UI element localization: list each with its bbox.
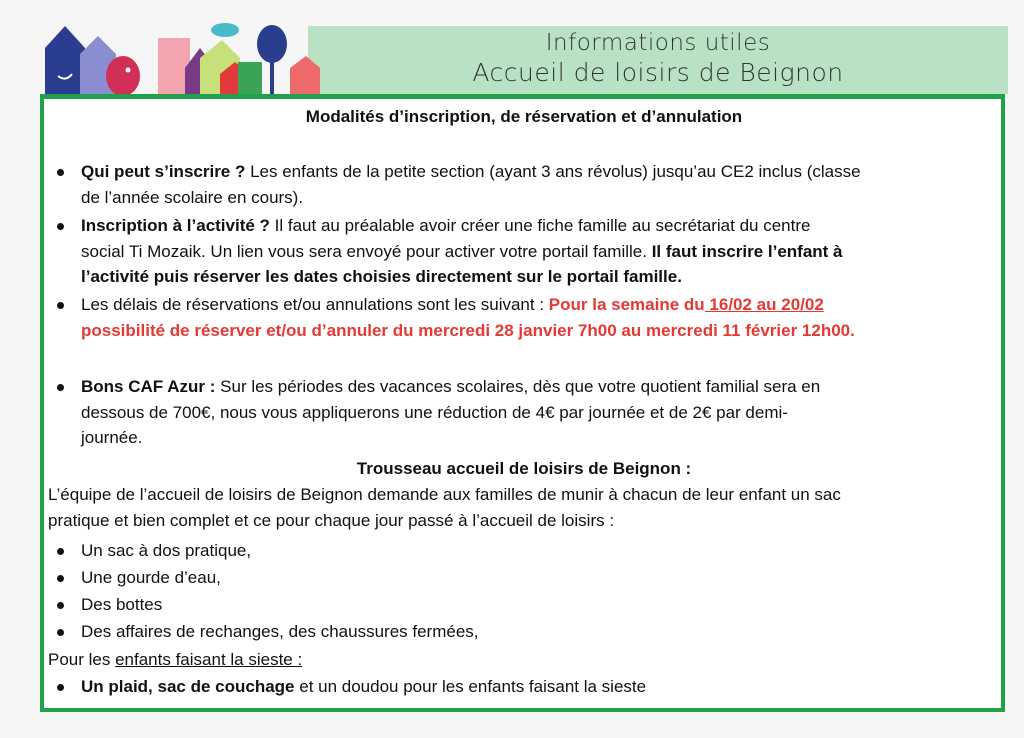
list-item-text: Un sac à dos pratique, bbox=[81, 541, 252, 560]
text-caf-2: dessous de 700€, nous vous appliquerons une réduction de 4€ par journée et de 2€ par demi- bbox=[81, 402, 788, 422]
list-item-delais bbox=[81, 292, 1006, 343]
red-delais-2: possibilité de réserver et/ou d’annuler du mercredi 28 janvier 7h00 au mercredi 11 février 12h00. bbox=[81, 320, 855, 340]
list-item bbox=[81, 565, 1006, 591]
bold-inscription-2: Il faut inscrire l’enfant à bbox=[651, 241, 843, 261]
sieste-prefix: Pour les bbox=[48, 650, 116, 669]
list-item-text: Des bottes bbox=[81, 595, 163, 614]
label-caf: Bons CAF Azur : bbox=[81, 377, 216, 396]
bullet-dot-icon bbox=[57, 684, 64, 691]
title-line-2: Accueil de loisirs de Beignon bbox=[472, 58, 844, 87]
bullet-dot-icon bbox=[57, 223, 64, 230]
red-delais-1a: Pour la semaine du bbox=[548, 295, 705, 314]
label-inscription: Inscription à l’activité ? bbox=[81, 216, 270, 235]
list-item-sieste bbox=[81, 674, 1006, 700]
bullet-dot-icon bbox=[57, 602, 64, 609]
text-qui-1: Les enfants de la petite section (ayant 3 ans révolus) jusqu’au CE2 inclus (classe bbox=[245, 162, 861, 181]
text-caf-1: Sur les périodes des vacances scolaires, dès que votre quotient familial sera en bbox=[215, 377, 821, 396]
intro-line-1: L’équipe de l’accueil de loisirs de Beignon demande aux familles de munir à chacun de leur enfant un sac bbox=[48, 485, 841, 504]
sieste-text: et un doudou pour les enfants faisant la sieste bbox=[294, 677, 647, 696]
bullet-dot-icon bbox=[57, 548, 64, 555]
list-item-inscription bbox=[81, 213, 1006, 290]
intro-line-2: pratique et bien complet et ce pour chaque jour passé à l’accueil de loisirs : bbox=[48, 510, 615, 530]
list-item bbox=[81, 592, 1006, 618]
bold-inscription-3: l’activité puis réserver les dates choisies directement sur le portail famille. bbox=[81, 267, 682, 286]
bullet-dot-icon bbox=[57, 302, 64, 309]
list-item-caf bbox=[81, 374, 1006, 451]
text-caf-3: journée. bbox=[81, 428, 143, 447]
text-inscription-2: social Ti Mozaik. Un lien vous sera envoyé pour activer votre portail famille. bbox=[81, 241, 652, 261]
list-item-text: Une gourde d’eau, bbox=[81, 568, 221, 587]
text-delais: Les délais de réservations et/ou annulations sont les suivant : bbox=[81, 295, 549, 314]
sieste-line bbox=[48, 647, 1003, 673]
list-item bbox=[81, 538, 1006, 564]
text-inscription-1: Il faut au préalable avoir créer une fiche famille au secrétariat du centre bbox=[269, 216, 811, 235]
bullet-dot-icon bbox=[57, 384, 64, 391]
bullet-dot-icon bbox=[57, 169, 64, 176]
label-qui: Qui peut s’inscrire ? bbox=[81, 162, 246, 181]
section-heading-trousseau: Trousseau accueil de loisirs de Beignon : bbox=[356, 459, 692, 478]
sieste-underlined: enfants faisant la sieste : bbox=[115, 650, 303, 669]
list-item-text: Des affaires de rechanges, des chaussures fermées, bbox=[81, 622, 479, 641]
bullet-dot-icon bbox=[57, 575, 64, 582]
list-item bbox=[81, 619, 1006, 645]
red-delais-1b: 16/02 au 20/02 bbox=[704, 295, 824, 314]
list-item-qui bbox=[81, 159, 1006, 210]
text-qui-2: de l’année scolaire en cours). bbox=[81, 187, 304, 207]
section-heading-modalites: Modalités d’inscription, de réservation et d’annulation bbox=[305, 107, 743, 126]
sieste-bold: Un plaid, sac de couchage bbox=[81, 677, 295, 696]
bullet-dot-icon bbox=[57, 629, 64, 636]
title-line-1: Informations utiles bbox=[545, 30, 771, 56]
trousseau-intro bbox=[48, 482, 1003, 533]
